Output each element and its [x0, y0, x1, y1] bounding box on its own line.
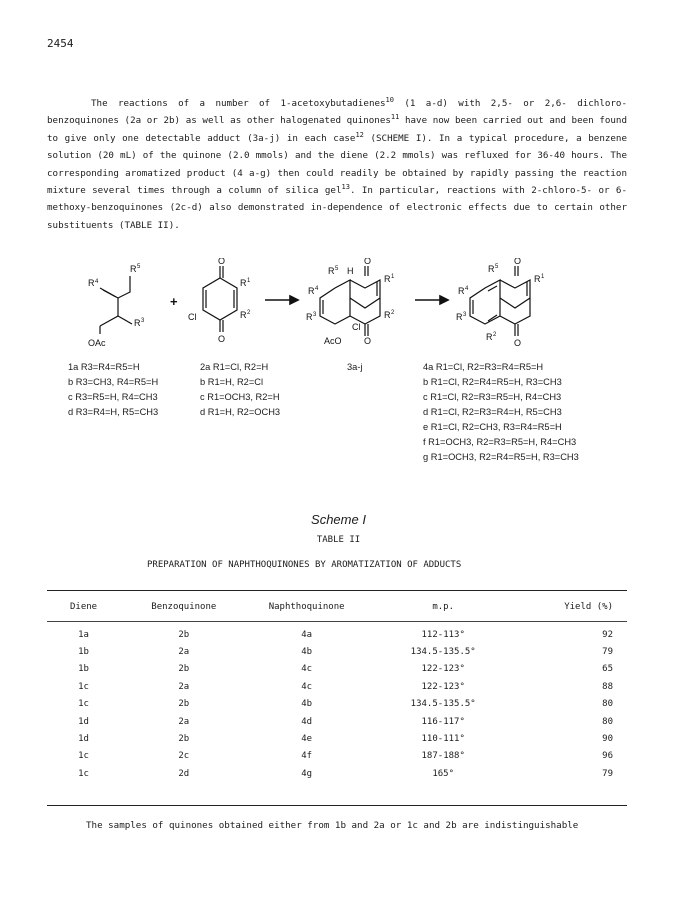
product-label: g R1=OCH3, R2=R4=R5=H, R3=CH3 — [423, 452, 579, 462]
adduct-structure — [320, 266, 380, 336]
adduct-r3-sup: 3 — [313, 312, 317, 318]
col-header: Naphthoquinone — [268, 602, 345, 612]
product-label: d R1=Cl, R2=R3=R4=H, R5=CH3 — [423, 407, 562, 417]
table-cell: 165° — [432, 768, 455, 779]
quinone-o-bottom: O — [218, 334, 226, 344]
quinone-r1-sup: 1 — [247, 278, 251, 284]
table-cell: 2b — [178, 664, 190, 675]
diene-r5-sup: 5 — [137, 264, 141, 270]
quinone-label: 2a R1=Cl, R2=H — [200, 362, 269, 372]
adduct-label: 3a-j — [347, 362, 363, 372]
table-row — [47, 748, 627, 765]
table-cell: 2b — [178, 699, 190, 710]
diene-label: 1a R3=R4=R5=H — [68, 362, 140, 372]
adduct-r5-sup: 5 — [335, 266, 339, 272]
diene-labels — [68, 360, 158, 420]
naphthoquinone-table — [47, 598, 627, 783]
body-paragraph — [47, 95, 627, 234]
table-header-row — [47, 598, 627, 616]
table-cell: 116-117° — [421, 716, 465, 727]
table-cell: 65 — [602, 664, 613, 675]
table-cell: 4d — [301, 716, 313, 727]
table-cell: 187-188° — [421, 751, 465, 762]
table-cell: 1b — [78, 664, 89, 675]
table-cell: 4b — [301, 647, 313, 658]
table-label: TABLE II — [316, 535, 361, 545]
table-cell: 4c — [301, 664, 313, 675]
scheme-structures — [60, 258, 640, 358]
table-row — [47, 713, 627, 730]
product-label: e R1=Cl, R2=CH3, R3=R4=R5=H — [423, 422, 562, 432]
table-cell: 2a — [178, 647, 190, 658]
product-r5: R — [488, 264, 495, 274]
table-cell: 92 — [602, 629, 613, 640]
product-o-bottom: O — [514, 338, 522, 348]
product-r4-sup: 4 — [465, 286, 469, 292]
diene-r4-sup: 4 — [95, 279, 99, 285]
table-cell: 2a — [178, 716, 190, 727]
quinone-label: b R1=H, R2=Cl — [200, 377, 264, 387]
diene-r4: R — [88, 278, 95, 288]
table-cell: 122-123° — [421, 681, 465, 692]
table-row — [47, 626, 627, 643]
arrow-1 — [265, 296, 298, 304]
table-cell: 4c — [301, 681, 313, 692]
scheme-title: Scheme I — [311, 512, 366, 527]
table-cell: 1d — [78, 716, 89, 727]
arrow-2 — [415, 296, 448, 304]
quinone-r1: R — [240, 278, 247, 288]
table-row — [47, 730, 627, 747]
table-cell: 122-123° — [421, 664, 465, 675]
table-cell: 79 — [602, 647, 613, 658]
product-r2: R — [486, 332, 493, 342]
table-cell: 1c — [78, 699, 89, 710]
table-cell: 134.5-135.5° — [410, 647, 476, 658]
diene-r3: R — [134, 318, 141, 328]
col-header: Benzoquinone — [151, 602, 217, 612]
product-label: b R1=Cl, R2=R4=R5=H, R3=CH3 — [423, 377, 562, 387]
table-cell: 80 — [602, 716, 613, 727]
table-row — [47, 661, 627, 678]
para-text-4: (SCHEME I). In a typical procedure, a benzene solution (20 mL) of the quinone (2.0 mmols) and the diene (2.2 mmols) was refluxed for 36-40 hours. The corresponding aromatized product (4 a-g) then could readily be obtained by rapidly passing the reaction mixture several times through a column of silica gel — [47, 132, 627, 197]
adduct-cl: Cl — [352, 322, 361, 332]
table-cell: 1c — [78, 768, 89, 779]
footer-text: The samples of quinones obtained either from 1b and 2a or 1c and 2b are indistinguishable — [86, 820, 579, 831]
adduct-r1: R — [384, 274, 391, 284]
table-cell: 1c — [78, 681, 89, 692]
table-cell: 1b — [78, 647, 89, 658]
product-r5-sup: 5 — [495, 264, 499, 270]
table-cell: 1d — [78, 734, 89, 745]
table-cell: 96 — [602, 751, 613, 762]
table-row — [47, 643, 627, 660]
table-cell: 4b — [301, 699, 313, 710]
naphthoquinone-structure — [470, 266, 530, 336]
quinone-label: c R1=OCH3, R2=H — [200, 392, 280, 402]
table-row — [47, 696, 627, 713]
product-r3-sup: 3 — [463, 312, 467, 318]
col-header: m.p. — [432, 602, 455, 612]
ref-10: 10 — [385, 95, 394, 104]
para-text-1: The reactions of a number of 1-acetoxybutadienes — [91, 98, 386, 109]
table-cell: 2a — [178, 681, 190, 692]
table-row — [47, 765, 627, 782]
col-header: Yield (%) — [564, 602, 613, 612]
table-cell: 112-113° — [421, 629, 465, 640]
para-text-2: (1 a-d) with 2,5- or 2,6- dichloro-benzoquinones (2a or 2b) as well as other halogenated quinones — [47, 98, 627, 127]
table-cell: 4f — [301, 751, 313, 762]
ref-11: 11 — [390, 113, 400, 122]
diene-label: d R3=R4=H, R5=CH3 — [68, 407, 159, 417]
product-label: f R1=OCH3, R2=R3=R5=H, R4=CH3 — [423, 437, 577, 447]
table-cell: 1c — [78, 751, 89, 762]
table-cell: 79 — [602, 768, 613, 779]
adduct-r4: R — [308, 286, 315, 296]
table-cell: 90 — [602, 734, 613, 745]
quinone-labels — [200, 360, 280, 420]
col-header: Diene — [70, 602, 98, 612]
table-cell: 2c — [178, 751, 190, 762]
product-labels — [423, 360, 579, 465]
para-text-3: have now been carried out and been found to give only one detectable adduct (3a-j) in each case — [47, 115, 627, 144]
table-cell: 80 — [602, 699, 613, 710]
table-cell: 110-111° — [421, 734, 465, 745]
quinone-r2-sup: 2 — [247, 310, 251, 316]
diene-r5: R — [130, 264, 137, 274]
product-r1: R — [534, 274, 541, 284]
table-cell: 2b — [178, 734, 190, 745]
page-number: 2454 — [47, 37, 74, 50]
ref-13: 13 — [341, 182, 350, 191]
table-cell: 134.5-135.5° — [410, 699, 476, 710]
table-cell: 4a — [301, 629, 313, 640]
diene-label: c R3=R5=H, R4=CH3 — [68, 392, 158, 402]
product-label: 4a R1=Cl, R2=R3=R4=R5=H — [423, 362, 544, 372]
adduct-r2-sup: 2 — [391, 310, 395, 316]
table-cell: 2d — [178, 768, 190, 779]
adduct-r1-sup: 1 — [391, 274, 395, 280]
diene-label: b R3=CH3, R4=R5=H — [68, 377, 159, 387]
quinone-r2: R — [240, 310, 247, 320]
table-row — [47, 678, 627, 695]
para-text-5: . In particular, reactions with 2-chloro-5- or 6-methoxy-benzoquinones (2c-d) also demonstrated in-dependence of electronic effects due to certain other substituents (TABLE II). — [47, 185, 627, 231]
adduct-r3: R — [306, 312, 313, 322]
diene-structure — [100, 276, 132, 334]
plus-sign: + — [170, 294, 178, 309]
adduct-o-bottom: O — [364, 336, 372, 346]
product-o-top: O — [514, 258, 522, 266]
adduct-r2: R — [384, 310, 391, 320]
product-r3: R — [456, 312, 463, 322]
table-cell: 4e — [301, 734, 313, 745]
ref-12: 12 — [355, 130, 364, 139]
adduct-aco: AcO — [324, 336, 342, 346]
quinone-o-top: O — [218, 258, 226, 266]
table-cell: 4g — [301, 768, 313, 779]
product-r1-sup: 1 — [541, 274, 545, 280]
adduct-o-top: O — [364, 258, 372, 266]
table-cell: 88 — [602, 681, 613, 692]
product-label: c R1=Cl, R2=R3=R5=H, R4=CH3 — [423, 392, 562, 402]
adduct-r4-sup: 4 — [315, 286, 319, 292]
table-top-rule — [47, 590, 627, 591]
quinone-label: d R1=H, R2=OCH3 — [200, 407, 281, 417]
diene-oac: OAc — [88, 338, 106, 348]
adduct-r5: R — [328, 266, 335, 276]
quinone-cl: Cl — [188, 312, 197, 322]
adduct-h: H — [347, 266, 354, 276]
product-r2-sup: 2 — [493, 332, 497, 338]
table-cell: 2b — [178, 629, 190, 640]
table-bottom-rule — [47, 805, 627, 806]
quinone-structure — [203, 266, 237, 332]
product-r4: R — [458, 286, 465, 296]
table-title: PREPARATION OF NAPHTHOQUINONES BY AROMATIZATION OF ADDUCTS — [147, 560, 462, 570]
diene-r3-sup: 3 — [141, 318, 145, 324]
table-cell: 1a — [78, 629, 89, 640]
